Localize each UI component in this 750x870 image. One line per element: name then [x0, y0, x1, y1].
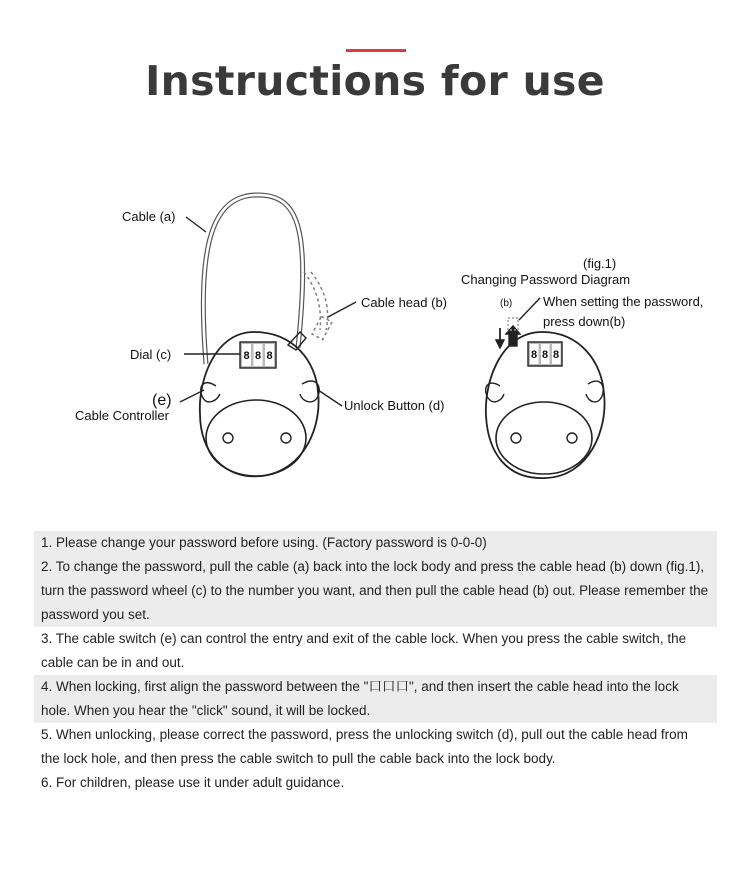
instructions-list	[34, 531, 717, 795]
page-title: Instructions for use	[145, 57, 605, 105]
instruction-band-2	[34, 627, 717, 675]
fig-dial-digit-2: 8	[541, 349, 549, 361]
instruction-1: 1. Please change your password before using. (Factory password is 0-0-0)	[41, 535, 487, 550]
instruction-3: 3. The cable switch (e) can control the entry and exit of the cable lock. When you press the cable switch, the cable can be in and out.	[41, 631, 687, 670]
fig-dial-digit-3: 8	[552, 349, 560, 361]
fig-label: (fig.1)	[583, 256, 617, 271]
instruction-band-4	[34, 723, 717, 795]
fig-note-line1: When setting the password,	[543, 294, 704, 309]
dial-label: Dial (c)	[130, 347, 172, 362]
instruction-4: 4. When locking, first align the password between the "口口口", and then insert the cable head into the lock hole. When you hear the "click" sound, it will be locked.	[41, 679, 679, 718]
dial-digit-3: 8	[266, 350, 273, 362]
cable-label: Cable (a)	[122, 209, 176, 224]
lock-diagram	[0, 180, 750, 520]
instruction-5: 5. When unlocking, please correct the password, press the unlocking switch (d), pull out the cable head from the lock hole, and then press the cable switch to pull the cable back into the lock body.	[41, 727, 688, 766]
instruction-2: 2. To change the password, pull the cable (a) back into the lock body and press the cable head (b) down (fig.1), turn the password wheel (c) to the number you want, and then pull the cable head (b) out. Please remember the password you set.	[41, 559, 709, 622]
fig-dial-digit-1: 8	[530, 349, 538, 361]
controller-label: Cable Controller	[75, 408, 169, 423]
fig-note-line2: press down(b)	[543, 314, 626, 329]
dial-digit-2: 8	[254, 350, 262, 362]
cable-head-label: Cable head (b)	[361, 295, 447, 310]
fig-caption: Changing Password Diagram	[461, 272, 631, 287]
title-accent-bar	[346, 49, 406, 52]
controller-letter: (e)	[152, 392, 172, 409]
instruction-6: 6. For children, please use it under adult guidance.	[41, 775, 345, 790]
dial-digit-1: 8	[243, 350, 250, 362]
instruction-band-1	[34, 531, 717, 627]
unlock-button-label: Unlock Button (d)	[344, 398, 445, 413]
fig-b-label: (b)	[500, 298, 513, 309]
instruction-band-3	[34, 675, 717, 723]
cable-head-ghost	[312, 316, 332, 339]
